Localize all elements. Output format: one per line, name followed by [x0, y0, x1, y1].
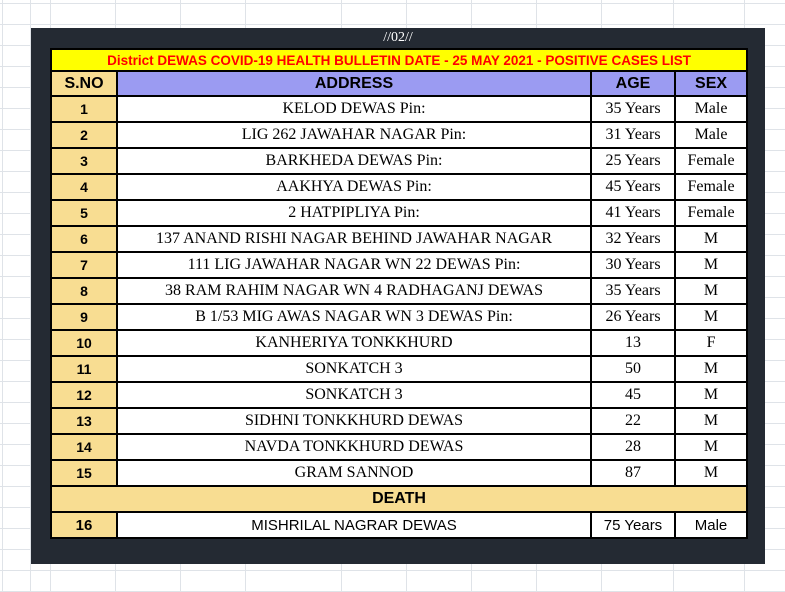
case-address-cell: SONKATCH 3 [117, 382, 591, 408]
case-address-cell: 111 LIG JAWAHAR NAGAR WN 22 DEWAS Pin: [117, 252, 591, 278]
case-address-cell: LIG 262 JAWAHAR NAGAR Pin: [117, 122, 591, 148]
case-sex-cell: M [675, 304, 747, 330]
case-address-cell: 2 HATPIPLIYA Pin: [117, 200, 591, 226]
case-sex-cell: M [675, 356, 747, 382]
case-row [51, 278, 747, 304]
case-sno-cell: 2 [51, 122, 117, 148]
case-sex-cell: M [675, 382, 747, 408]
case-age-cell: 32 Years [591, 226, 675, 252]
case-sex-cell: F [675, 330, 747, 356]
case-age-cell: 35 Years [591, 96, 675, 122]
case-age-cell: 13 [591, 330, 675, 356]
case-sno-cell: 16 [51, 512, 117, 538]
case-address-cell: SIDHNI TONKKHURD DEWAS [117, 408, 591, 434]
case-sno-cell: 4 [51, 174, 117, 200]
case-sex-cell: M [675, 408, 747, 434]
case-row [51, 330, 747, 356]
case-sex-cell: M [675, 278, 747, 304]
case-row [51, 174, 747, 200]
case-row [51, 460, 747, 486]
case-age-cell: 22 [591, 408, 675, 434]
case-row [51, 122, 747, 148]
case-sno-cell: 6 [51, 226, 117, 252]
case-age-cell: 41 Years [591, 200, 675, 226]
case-row [51, 252, 747, 278]
table-header-row [51, 71, 747, 96]
case-row [51, 304, 747, 330]
case-sex-cell: Female [675, 148, 747, 174]
case-sno-cell: 13 [51, 408, 117, 434]
death-case-rows [51, 512, 747, 538]
case-sno-cell: 10 [51, 330, 117, 356]
case-sex-cell: M [675, 226, 747, 252]
case-age-cell: 45 [591, 382, 675, 408]
case-sno-cell: 14 [51, 434, 117, 460]
case-sex-cell: M [675, 252, 747, 278]
case-sno-cell: 8 [51, 278, 117, 304]
death-section-header: DEATH [51, 486, 747, 512]
case-address-cell: B 1/53 MIG AWAS NAGAR WN 3 DEWAS Pin: [117, 304, 591, 330]
death-section-row [51, 486, 747, 512]
case-sno-cell: 12 [51, 382, 117, 408]
bulletin-panel [31, 28, 765, 564]
case-row [51, 96, 747, 122]
case-address-cell: KANHERIYA TONKKHURD [117, 330, 591, 356]
case-address-cell: BARKHEDA DEWAS Pin: [117, 148, 591, 174]
case-sno-cell: 1 [51, 96, 117, 122]
case-age-cell: 50 [591, 356, 675, 382]
column-header-age: AGE [591, 71, 675, 96]
case-sex-cell: Male [675, 512, 747, 538]
case-sex-cell: Female [675, 174, 747, 200]
bulletin-title: District DEWAS COVID-19 HEALTH BULLETIN DATE - 25 MAY 2021 - POSITIVE CASES LIST [51, 49, 747, 71]
case-address-cell: NAVDA TONKKHURD DEWAS [117, 434, 591, 460]
case-age-cell: 87 [591, 460, 675, 486]
case-sno-cell: 9 [51, 304, 117, 330]
case-row [51, 434, 747, 460]
column-header-sex: SEX [675, 71, 747, 96]
case-age-cell: 26 Years [591, 304, 675, 330]
case-age-cell: 35 Years [591, 278, 675, 304]
case-row [51, 382, 747, 408]
case-sno-cell: 3 [51, 148, 117, 174]
case-address-cell: GRAM SANNOD [117, 460, 591, 486]
bulletin-title-row [51, 49, 747, 71]
case-row [51, 356, 747, 382]
case-age-cell: 75 Years [591, 512, 675, 538]
case-address-cell: AAKHYA DEWAS Pin: [117, 174, 591, 200]
positive-cases-table [50, 48, 748, 539]
case-age-cell: 45 Years [591, 174, 675, 200]
case-sex-cell: Female [675, 200, 747, 226]
case-age-cell: 31 Years [591, 122, 675, 148]
case-sno-cell: 5 [51, 200, 117, 226]
case-address-cell: SONKATCH 3 [117, 356, 591, 382]
case-sex-cell: Male [675, 96, 747, 122]
case-address-cell: MISHRILAL NAGRAR DEWAS [117, 512, 591, 538]
column-header-address: ADDRESS [117, 71, 591, 96]
case-sno-cell: 7 [51, 252, 117, 278]
case-row [51, 148, 747, 174]
column-header-sno: S.NO [51, 71, 117, 96]
case-address-cell: 38 RAM RAHIM NAGAR WN 4 RADHAGANJ DEWAS [117, 278, 591, 304]
case-sno-cell: 15 [51, 460, 117, 486]
case-row [51, 512, 747, 538]
case-sex-cell: M [675, 460, 747, 486]
case-age-cell: 30 Years [591, 252, 675, 278]
case-row [51, 200, 747, 226]
case-sex-cell: Male [675, 122, 747, 148]
case-row [51, 226, 747, 252]
case-sno-cell: 11 [51, 356, 117, 382]
case-address-cell: KELOD DEWAS Pin: [117, 96, 591, 122]
case-age-cell: 25 Years [591, 148, 675, 174]
positive-cases-rows [51, 96, 747, 486]
worksheet-gridline [2, 0, 3, 592]
case-sex-cell: M [675, 434, 747, 460]
case-row [51, 408, 747, 434]
case-address-cell: 137 ANAND RISHI NAGAR BEHIND JAWAHAR NAGAR [117, 226, 591, 252]
case-age-cell: 28 [591, 434, 675, 460]
page-number: //02// [383, 30, 413, 45]
